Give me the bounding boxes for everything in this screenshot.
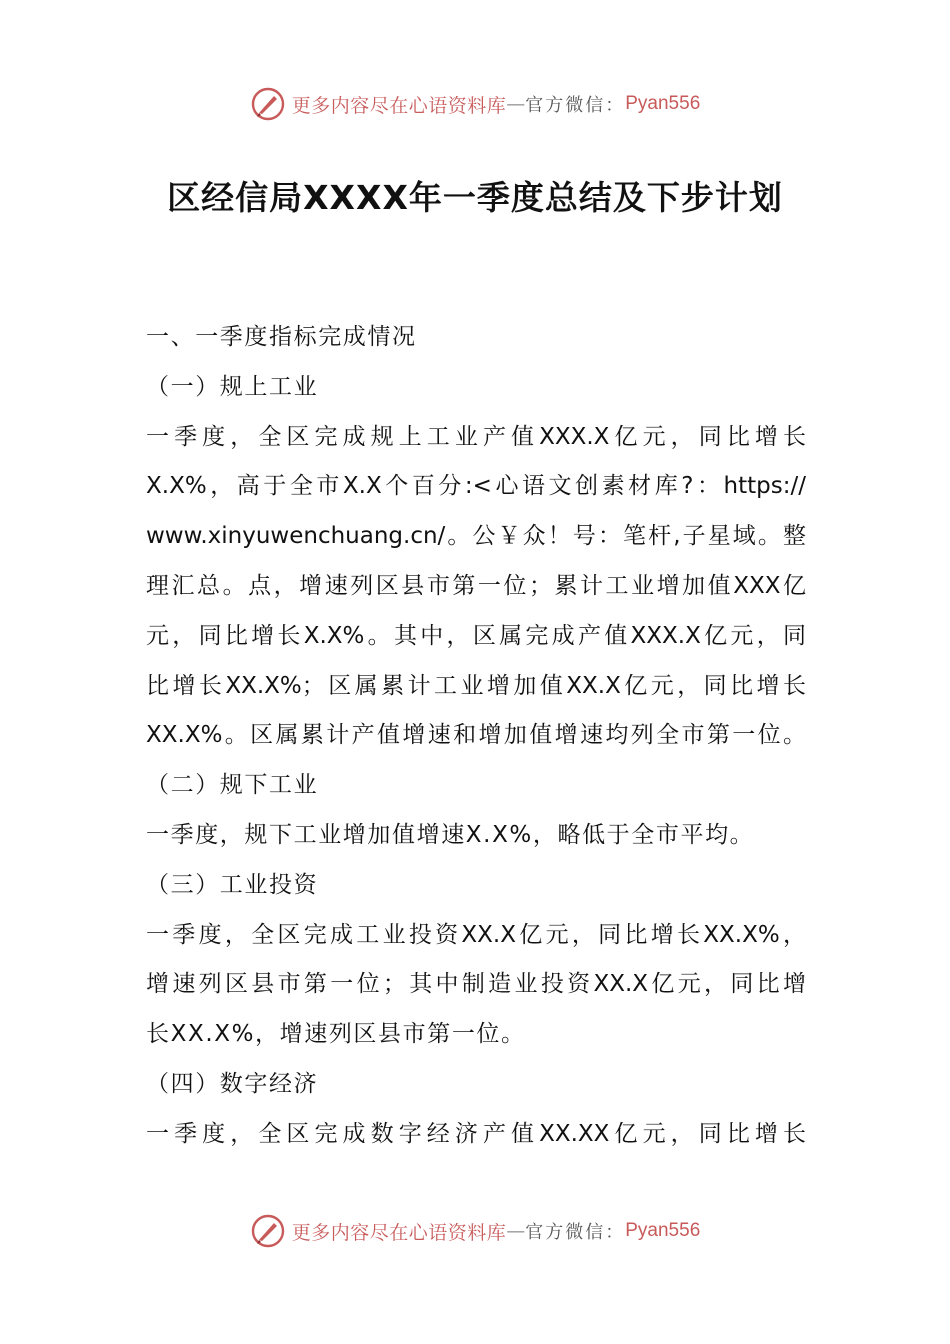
watermark-separator: —	[506, 93, 526, 115]
watermark-id: Pyan556	[625, 93, 701, 114]
subsection-heading: （四）数字经济	[146, 1070, 319, 1097]
watermark-main-text: 更多内容尽在心语资料库	[291, 1221, 507, 1244]
header-watermark	[0, 84, 950, 124]
subsection-heading: （二）规下工业	[146, 772, 319, 799]
paragraph-line: 一季度，规下工业增加值增速X.X%，略低于全市平均。	[146, 821, 755, 848]
document-body	[146, 313, 806, 1160]
watermark-brand: 官方微信：	[525, 1222, 626, 1243]
quill-logo-icon	[250, 86, 286, 122]
paragraph-line: 增速列区县市第一位；其中制造业投资XX.X亿元，同比增	[146, 971, 806, 998]
watermark-brand: 官方微信：	[525, 95, 626, 116]
watermark-id: Pyan556	[625, 1220, 701, 1241]
subsection-heading: （一）规上工业	[146, 373, 319, 400]
quill-logo-icon	[250, 1213, 286, 1249]
paragraph-line: 元，同比增长X.X%。其中，区属完成产值XXX.X亿元，同	[146, 622, 806, 649]
paragraph-line: 比增长XX.X%；区属累计工业增加值XX.X亿元，同比增长	[146, 672, 806, 699]
document-title: 区经信局XXXX年一季度总结及下步计划	[167, 178, 783, 217]
paragraph-line: 理汇总。点，增速列区县市第一位；累计工业增加值XXX亿	[146, 572, 806, 599]
paragraph-line: 长XX.X%，增速列区县市第一位。	[146, 1021, 526, 1048]
section-heading: 一、一季度指标完成情况	[146, 324, 417, 350]
paragraph-line: XX.X%。区属累计产值增速和增加值增速均列全市第一位。	[146, 722, 806, 749]
watermark-separator: —	[506, 1220, 526, 1242]
footer-watermark	[0, 1211, 950, 1251]
paragraph-line: X.X%，高于全市X.X个百分:<心语文创素材库?：https://	[146, 473, 806, 500]
paragraph-line: www.xinyuwenchuang.cn/。公￥众！号：笔杆,子星域。整	[146, 523, 806, 550]
paragraph-line: 一季度，全区完成规上工业产值XXX.X亿元，同比增长	[146, 423, 806, 450]
paragraph-line: 一季度，全区完成数字经济产值XX.XX亿元，同比增长	[146, 1120, 806, 1147]
paragraph-line: 一季度，全区完成工业投资XX.X亿元，同比增长XX.X%，	[146, 921, 806, 948]
watermark-main-text: 更多内容尽在心语资料库	[291, 94, 507, 117]
subsection-heading: （三）工业投资	[146, 871, 319, 898]
